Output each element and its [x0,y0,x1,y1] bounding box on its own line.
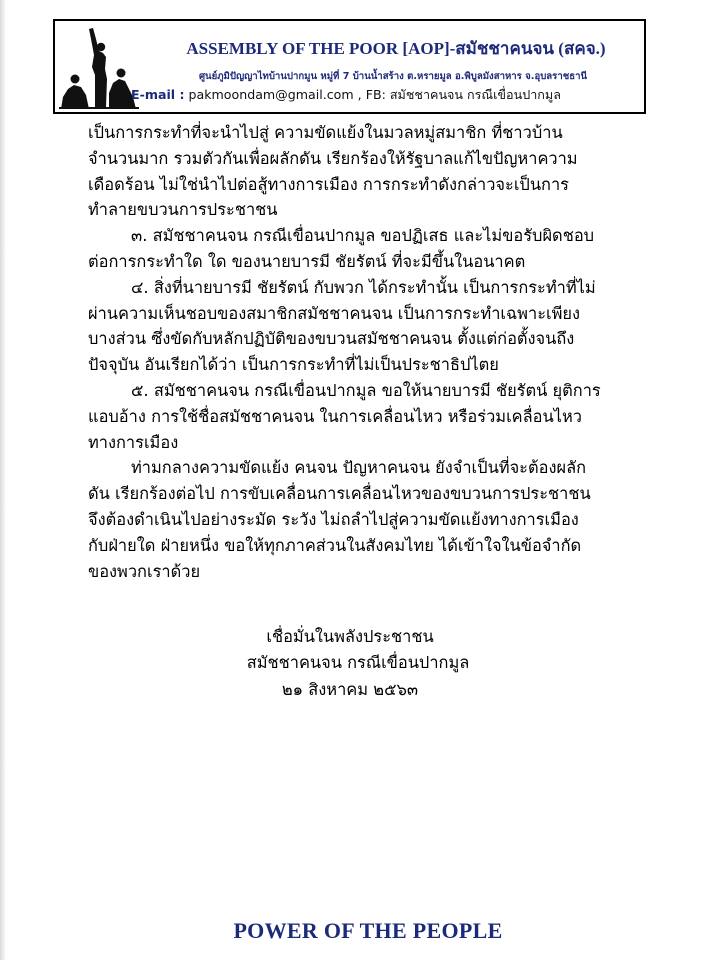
body-line: ดัน เรียกร้องต่อไป การขับเคลื่อนการเคลื่อนไหวของขบวนการประชาชน [88,484,591,504]
body-line: ทำลายขบวนการประชาชน [88,200,278,220]
body-line: ๓. สมัชชาคนจน กรณีเขื่อนปากมูล ขอปฏิเสธ และไม่ขอรับผิดชอบ [131,226,595,246]
signature-slogan: เชื่อมั่นในพลังประชาชน [266,627,434,646]
body-line: จึงต้องดำเนินไปอย่างระมัด ระวัง ไม่ถลำไปสู่ความขัดแย้งทางการเมือง [88,509,579,529]
body-line: ของพวกเราด้วย [88,561,201,581]
signature-organization: สมัชชาคนจน กรณีเขื่อนปากมูล [246,653,470,672]
email-address: pakmoondam@gmail.com [188,87,354,102]
contact-separator: , [357,87,362,102]
body-line: เดือดร้อน ไม่ใช่นำไปต่อสู้ทางการเมือง การกระทำดังกล่าวจะเป็นการ [88,174,569,194]
body-line: ๔. สิ่งที่นายบารมี ชัยรัตน์ กับพวก ได้กระทำนั้น เป็นการกระทำที่ไม่ [131,277,596,297]
organization-address: ศูนย์ภูมิปัญญาไทบ้านปากมูน หมู่ที่ 7 บ้านน้ำสร้าง ต.หรายมูล อ.พิบูลมังสาหาร จ.อุบลราชธานี [198,71,588,82]
body-line: ผ่านความเห็นชอบของสมาชิกสมัชชาคนจน เป็นการกระทำเฉพาะเพียง [88,303,581,323]
footer-slogan: POWER OF THE PEOPLE [233,918,503,943]
body-line: บางส่วน ซึ่งขัดกับหลักปฏิบัติของขบวนสมัชชาคนจน ตั้งแต่ก่อตั้งจนถึง [88,329,575,349]
letterhead [53,19,646,114]
facebook-page: สมัชชาคนจน กรณีเขื่อนปากมูล [389,87,561,102]
signature-date: ๒๑ สิงหาคม ๒๕๖๓ [281,680,419,699]
organization-title: ASSEMBLY OF THE POOR [AOP]-สมัชชาคนจน (สคจ.) [186,39,606,58]
organization-contact [131,85,643,105]
body-line: แอบอ้าง การใช้ชื่อสมัชชาคนจน ในการเคลื่อนไหว หรือร่วมเคลื่อนไหว [88,406,582,426]
letter-body [88,120,660,584]
body-line: จำนวนมาก รวมตัวกันเพื่อผลักดัน เรียกร้องให้รัฐบาลแก้ไขปัญหาความ [88,148,578,168]
body-line: ๕. สมัชชาคนจน กรณีเขื่อนปากมูล ขอให้นายบารมี ชัยรัตน์ ยุติการ [131,380,601,400]
body-line: ทางการเมือง [88,432,179,452]
page-edge-shadow [0,0,6,960]
body-line: ท่ามกลางความขัดแย้ง คนจน ปัญหาคนจน ยังจำเป็นที่จะต้องผลัก [131,458,587,478]
email-label: E-mail : [131,87,185,102]
raised-fist-figures-logo [59,27,139,109]
facebook-label: FB: [365,87,386,102]
body-line: ปัจจุบัน อันเรียกได้ว่า เป็นการกระทำที่ไม่เป็นประชาธิปไตย [88,355,499,375]
body-line: เป็นการกระทำที่จะนำไปสู่ ความขัดแย้งในมวลหมู่สมาชิก ที่ชาวบ้าน [88,123,563,142]
body-line: ต่อการกระทำใด ใด ของนายบารมี ชัยรัตน์ ที่จะมีขึ้นในอนาคต [88,251,526,271]
body-line: กับฝ่ายใด ฝ่ายหนึ่ง ขอให้ทุกภาคส่วนในสังคมไทย ได้เข้าใจในข้อจำกัด [88,535,582,555]
